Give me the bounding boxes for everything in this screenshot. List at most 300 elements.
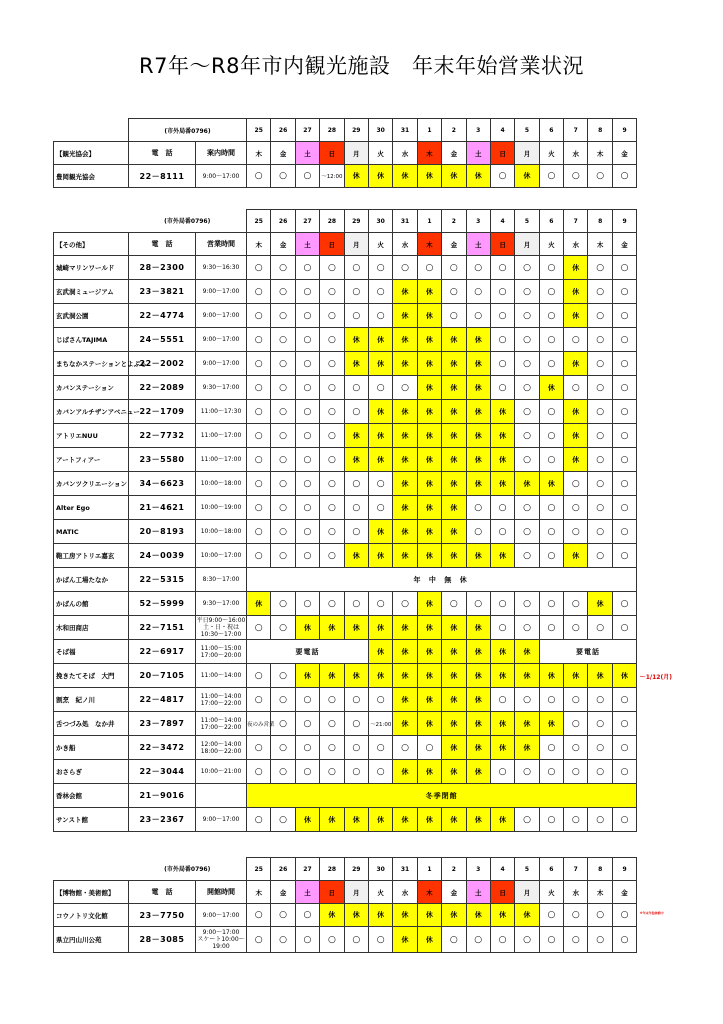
status-open: ○	[271, 448, 295, 472]
status-closed: 休	[442, 760, 466, 784]
facility-hours: 9:00～17:00	[196, 280, 247, 304]
status-open: ○	[612, 927, 636, 953]
status-open: ○	[539, 400, 563, 424]
status-open: ○	[320, 304, 344, 328]
weekday: 金	[612, 142, 636, 165]
facility-name: かばん工場たなか	[54, 568, 129, 592]
status-open: ○	[539, 424, 563, 448]
facility-hours: 10:00～21:00	[196, 760, 247, 784]
weekday: 火	[368, 233, 392, 256]
status-open: ○	[612, 616, 636, 640]
status-open: ○	[344, 927, 368, 953]
status-open: ○	[612, 520, 636, 544]
header-days-row	[54, 119, 637, 142]
status-open: ○	[612, 496, 636, 520]
status-closed: 休	[393, 688, 417, 712]
facility-hours: 9:30～17:00	[196, 376, 247, 400]
category-label: 【観光協会】	[54, 142, 129, 165]
facility-name: コウノトリ文化館	[54, 904, 129, 927]
status-open: ○	[344, 688, 368, 712]
header-weekday-row	[54, 233, 637, 256]
status-open: ○	[295, 304, 319, 328]
status-closed: 休	[442, 400, 466, 424]
day-number: 2	[442, 858, 466, 881]
status-open: ○	[588, 520, 612, 544]
status-open: ○	[588, 688, 612, 712]
status-open: ○	[295, 424, 319, 448]
status-open: ○	[612, 736, 636, 760]
status-open: ○	[564, 688, 588, 712]
day-number: 28	[320, 119, 344, 142]
day-number: 30	[368, 858, 392, 881]
status-open: ○	[344, 304, 368, 328]
status-closed: 休	[344, 328, 368, 352]
status-open: ○	[368, 736, 392, 760]
status-open: ○	[612, 712, 636, 736]
status-open: ○	[393, 736, 417, 760]
status-closed: 休	[564, 256, 588, 280]
status-open: ○	[588, 712, 612, 736]
facility-hours: 11:00～14:00 17:00～22:00	[196, 712, 247, 736]
status-closed: 休	[490, 664, 514, 688]
status-open: ○	[515, 616, 539, 640]
area-code-label: (市外局番0796)	[129, 119, 247, 142]
weekday: 水	[393, 881, 417, 904]
facility-phone: 21－9016	[129, 784, 196, 808]
day-number: 7	[564, 210, 588, 233]
status-open: ○	[539, 808, 563, 832]
facility-name: 鞄工房アトリエ嘉玄	[54, 544, 129, 568]
status-closed: 休	[417, 448, 441, 472]
status-open: ○	[588, 280, 612, 304]
facility-hours: 9:00～17:00	[196, 352, 247, 376]
status-closed: 休	[393, 496, 417, 520]
status-open: ○	[247, 496, 271, 520]
status-open: ○	[539, 616, 563, 640]
status-open: ○	[588, 352, 612, 376]
status-open: ○	[344, 760, 368, 784]
weekday: 日	[320, 881, 344, 904]
day-number: 7	[564, 119, 588, 142]
facility-phone: 20－7105	[129, 664, 196, 688]
status-closed: 休	[442, 712, 466, 736]
status-open: ○	[612, 904, 636, 927]
status-open: ○	[295, 496, 319, 520]
status-open: ○	[320, 520, 344, 544]
status-open: ○	[295, 352, 319, 376]
facility-phone: 22－7151	[129, 616, 196, 640]
status-open: ○	[368, 304, 392, 328]
status-open: ○	[588, 544, 612, 568]
facility-row	[54, 165, 637, 188]
status-closed: 休	[417, 688, 441, 712]
status-open: ○	[295, 927, 319, 953]
status-open: ○	[320, 352, 344, 376]
facility-hours: 9:30～17:00	[196, 592, 247, 616]
facility-phone: 22－4817	[129, 688, 196, 712]
status-closed: 休	[564, 664, 588, 688]
day-number: 31	[393, 858, 417, 881]
day-number: 9	[612, 858, 636, 881]
status-closed: 休	[320, 616, 344, 640]
facility-row	[54, 808, 637, 832]
status-open: ○	[612, 256, 636, 280]
day-number: 25	[247, 119, 271, 142]
status-open: ○	[490, 352, 514, 376]
status-closed: 休	[393, 616, 417, 640]
status-closed: 休	[417, 328, 441, 352]
status-closed: 休	[417, 927, 441, 953]
status-closed: 休	[539, 712, 563, 736]
weekday: 土	[295, 881, 319, 904]
status-closed: 休	[344, 808, 368, 832]
status-open: ○	[515, 400, 539, 424]
status-closed: 休	[344, 544, 368, 568]
status-open: ○	[247, 688, 271, 712]
day-number: 5	[515, 119, 539, 142]
status-open: ○	[320, 712, 344, 736]
facility-hours: 11:00～17:00	[196, 448, 247, 472]
status-open: ○	[271, 712, 295, 736]
header-days-row	[54, 210, 637, 233]
day-number: 28	[320, 858, 344, 881]
span-status: 年 中 無 休	[247, 568, 637, 592]
day-number: 28	[320, 210, 344, 233]
facility-name: アートフィアー	[54, 448, 129, 472]
facility-name: かばんの館	[54, 592, 129, 616]
day-number: 4	[490, 210, 514, 233]
status-open: ○	[612, 424, 636, 448]
facility-row	[54, 568, 637, 592]
status-open: ○	[295, 520, 319, 544]
facility-phone: 23－2367	[129, 808, 196, 832]
status-open: ○	[515, 280, 539, 304]
facility-name: じばさんTAJIMA	[54, 328, 129, 352]
status-open: ○	[515, 927, 539, 953]
weekday: 火	[539, 881, 563, 904]
status-note: ～21:00	[368, 712, 392, 736]
status-open: ○	[247, 304, 271, 328]
facility-phone: 28－2300	[129, 256, 196, 280]
status-open: ○	[295, 256, 319, 280]
facility-hours: 9:00～17:00	[196, 904, 247, 927]
weekday: 水	[564, 233, 588, 256]
status-closed: 休	[442, 376, 466, 400]
status-open: ○	[539, 544, 563, 568]
status-open: ○	[515, 256, 539, 280]
status-closed: 休	[490, 424, 514, 448]
status-open: ○	[271, 592, 295, 616]
status-open: ○	[320, 496, 344, 520]
status-closed: 休	[417, 304, 441, 328]
facility-row	[54, 640, 637, 664]
status-closed: 休	[417, 544, 441, 568]
status-open: ○	[295, 280, 319, 304]
status-closed: 休	[515, 640, 539, 664]
status-closed: 休	[417, 280, 441, 304]
status-closed: 休	[442, 616, 466, 640]
status-note: ～12:00	[320, 165, 344, 188]
weekday: 木	[417, 233, 441, 256]
facility-name: 豊岡観光協会	[54, 165, 129, 188]
status-closed: 休	[612, 664, 636, 688]
status-open: ○	[564, 927, 588, 953]
facility-hours: 12:00～14:00 18:00～22:00	[196, 736, 247, 760]
status-closed: 休	[368, 352, 392, 376]
status-closed: 休	[393, 328, 417, 352]
status-open: ○	[271, 760, 295, 784]
status-closed: 休	[393, 808, 417, 832]
facility-row	[54, 424, 637, 448]
facility-row	[54, 448, 637, 472]
status-closed: 休	[320, 808, 344, 832]
facility-hours: 11:00～14:00 17:00～22:00	[196, 688, 247, 712]
status-open: ○	[368, 688, 392, 712]
hours-header: 開館時間	[196, 881, 247, 904]
status-open: ○	[417, 256, 441, 280]
status-closed: 休	[442, 472, 466, 496]
status-closed: 休	[344, 448, 368, 472]
weekday: 土	[466, 881, 490, 904]
status-open: ○	[539, 760, 563, 784]
status-closed: 休	[442, 544, 466, 568]
status-closed: 休	[393, 927, 417, 953]
status-closed: 休	[564, 400, 588, 424]
status-open: ○	[466, 927, 490, 953]
status-closed: 休	[393, 400, 417, 424]
status-open: ○	[344, 472, 368, 496]
facility-phone: 24－0039	[129, 544, 196, 568]
facility-hours: 10:00～19:00	[196, 496, 247, 520]
weekday: 日	[320, 233, 344, 256]
status-open: ○	[271, 424, 295, 448]
weekday: 水	[393, 142, 417, 165]
status-open: ○	[368, 592, 392, 616]
status-open: ○	[295, 712, 319, 736]
facility-phone: 22－2002	[129, 352, 196, 376]
facility-row	[54, 784, 637, 808]
status-open: ○	[588, 736, 612, 760]
status-open: ○	[247, 544, 271, 568]
status-open: ○	[271, 544, 295, 568]
facility-name: まちなかステーションとよぷら	[54, 352, 129, 376]
status-open: ○	[515, 424, 539, 448]
status-open: ○	[320, 544, 344, 568]
day-number: 29	[344, 858, 368, 881]
status-closed: 休	[295, 616, 319, 640]
status-closed: 休	[442, 808, 466, 832]
status-open: ○	[271, 165, 295, 188]
status-closed: 休	[466, 688, 490, 712]
status-open: ○	[588, 328, 612, 352]
status-open: ○	[612, 688, 636, 712]
weekday: 日	[320, 142, 344, 165]
status-open: ○	[320, 472, 344, 496]
status-open: ○	[393, 376, 417, 400]
status-open: ○	[564, 376, 588, 400]
header-blank	[54, 858, 129, 881]
facility-hours: 9:00～17:00	[196, 328, 247, 352]
day-number: 30	[368, 119, 392, 142]
day-number: 25	[247, 858, 271, 881]
status-open: ○	[490, 688, 514, 712]
status-open: ○	[490, 496, 514, 520]
status-closed: 休	[417, 808, 441, 832]
status-closed: 休	[466, 544, 490, 568]
status-closed: 休	[393, 448, 417, 472]
status-closed: 休	[466, 400, 490, 424]
category-label: 【その他】	[54, 233, 129, 256]
status-closed: 休	[393, 544, 417, 568]
weekday: 金	[271, 142, 295, 165]
status-closed: 休	[539, 472, 563, 496]
weekday: 金	[271, 881, 295, 904]
status-open: ○	[490, 520, 514, 544]
status-closed: 休	[442, 688, 466, 712]
day-number: 1	[417, 210, 441, 233]
status-closed: 休	[515, 472, 539, 496]
status-open: ○	[320, 448, 344, 472]
weekday: 土	[466, 233, 490, 256]
status-open: ○	[564, 736, 588, 760]
weekday: 金	[612, 233, 636, 256]
status-closed: 休	[368, 400, 392, 424]
facility-row	[54, 544, 637, 568]
day-number: 4	[490, 119, 514, 142]
facility-hours: 11:00～15:00 17:00～20:00	[196, 640, 247, 664]
status-closed: 休	[344, 165, 368, 188]
status-open: ○	[295, 736, 319, 760]
status-closed: 休	[490, 808, 514, 832]
status-open: ○	[564, 712, 588, 736]
facility-hours: 9:00～17:00	[196, 304, 247, 328]
phone-header: 電 話	[129, 142, 196, 165]
status-open: ○	[442, 592, 466, 616]
status-closed: 休	[515, 712, 539, 736]
status-open: ○	[320, 328, 344, 352]
status-open: ○	[490, 165, 514, 188]
status-closed: 休	[368, 328, 392, 352]
status-closed: 休	[442, 496, 466, 520]
weekday: 月	[344, 233, 368, 256]
status-open: ○	[247, 280, 271, 304]
weekday: 火	[539, 233, 563, 256]
status-open: ○	[247, 352, 271, 376]
facility-name: 城崎マリンワールド	[54, 256, 129, 280]
status-open: ○	[247, 927, 271, 953]
facility-name: 舌つづみ処 なか井	[54, 712, 129, 736]
status-open: ○	[588, 760, 612, 784]
status-closed: 休	[442, 904, 466, 927]
facility-phone: 22－3472	[129, 736, 196, 760]
facility-phone: 22－4774	[129, 304, 196, 328]
status-open: ○	[344, 496, 368, 520]
status-open: ○	[295, 688, 319, 712]
day-number: 9	[612, 210, 636, 233]
facility-phone: 20－8193	[129, 520, 196, 544]
status-closed: 休	[466, 472, 490, 496]
status-closed: 休	[466, 760, 490, 784]
status-open: ○	[393, 256, 417, 280]
side-note: ～1/12(月)	[639, 673, 672, 681]
status-open: ○	[539, 256, 563, 280]
facility-hours	[196, 784, 247, 808]
header-weekday-row	[54, 881, 637, 904]
facility-hours: 9:00～17:00	[196, 165, 247, 188]
status-open: ○	[417, 736, 441, 760]
status-closed: 休	[393, 165, 417, 188]
status-open: ○	[588, 472, 612, 496]
facility-row	[54, 760, 637, 784]
status-closed: 休	[417, 352, 441, 376]
status-closed: 休	[344, 664, 368, 688]
facility-name: カバンアルチザンアベニュー	[54, 400, 129, 424]
day-number: 9	[612, 119, 636, 142]
status-closed: 休	[393, 520, 417, 544]
day-number: 3	[466, 210, 490, 233]
status-open: ○	[564, 904, 588, 927]
facility-row	[54, 712, 637, 736]
side-note: ※年末年始休館中	[639, 911, 664, 915]
status-open: ○	[247, 165, 271, 188]
day-number: 5	[515, 210, 539, 233]
facility-row	[54, 472, 637, 496]
status-open: ○	[295, 165, 319, 188]
status-closed: 休	[393, 640, 417, 664]
status-closed: 休	[442, 520, 466, 544]
status-open: ○	[368, 927, 392, 953]
status-open: ○	[247, 904, 271, 927]
status-closed: 休	[466, 424, 490, 448]
facility-hours: 8:30～17:00	[196, 568, 247, 592]
status-closed: 休	[515, 904, 539, 927]
status-open: ○	[490, 280, 514, 304]
day-number: 3	[466, 858, 490, 881]
status-open: ○	[612, 544, 636, 568]
status-open: ○	[515, 592, 539, 616]
status-open: ○	[271, 520, 295, 544]
status-open: ○	[295, 472, 319, 496]
day-number: 29	[344, 119, 368, 142]
status-open: ○	[515, 520, 539, 544]
status-open: ○	[588, 616, 612, 640]
status-open: ○	[612, 592, 636, 616]
status-open: ○	[515, 544, 539, 568]
status-closed: 休	[368, 544, 392, 568]
hours-header: 案内時間	[196, 142, 247, 165]
status-closed: 休	[417, 592, 441, 616]
status-open: ○	[344, 280, 368, 304]
day-number: 8	[588, 119, 612, 142]
status-open: ○	[271, 736, 295, 760]
facility-row	[54, 376, 637, 400]
status-open: ○	[466, 304, 490, 328]
facility-name: 玄武洞ミュージアム	[54, 280, 129, 304]
hours-header: 営業時間	[196, 233, 247, 256]
facility-row	[54, 304, 637, 328]
status-open: ○	[247, 472, 271, 496]
status-closed: 休	[564, 280, 588, 304]
header-weekday-row	[54, 142, 637, 165]
status-closed: 休	[442, 165, 466, 188]
status-open: ○	[442, 927, 466, 953]
status-closed: 休	[320, 664, 344, 688]
status-closed: 休	[344, 352, 368, 376]
status-open: ○	[320, 424, 344, 448]
status-closed: 休	[466, 616, 490, 640]
status-closed: 休	[417, 712, 441, 736]
status-open: ○	[564, 616, 588, 640]
